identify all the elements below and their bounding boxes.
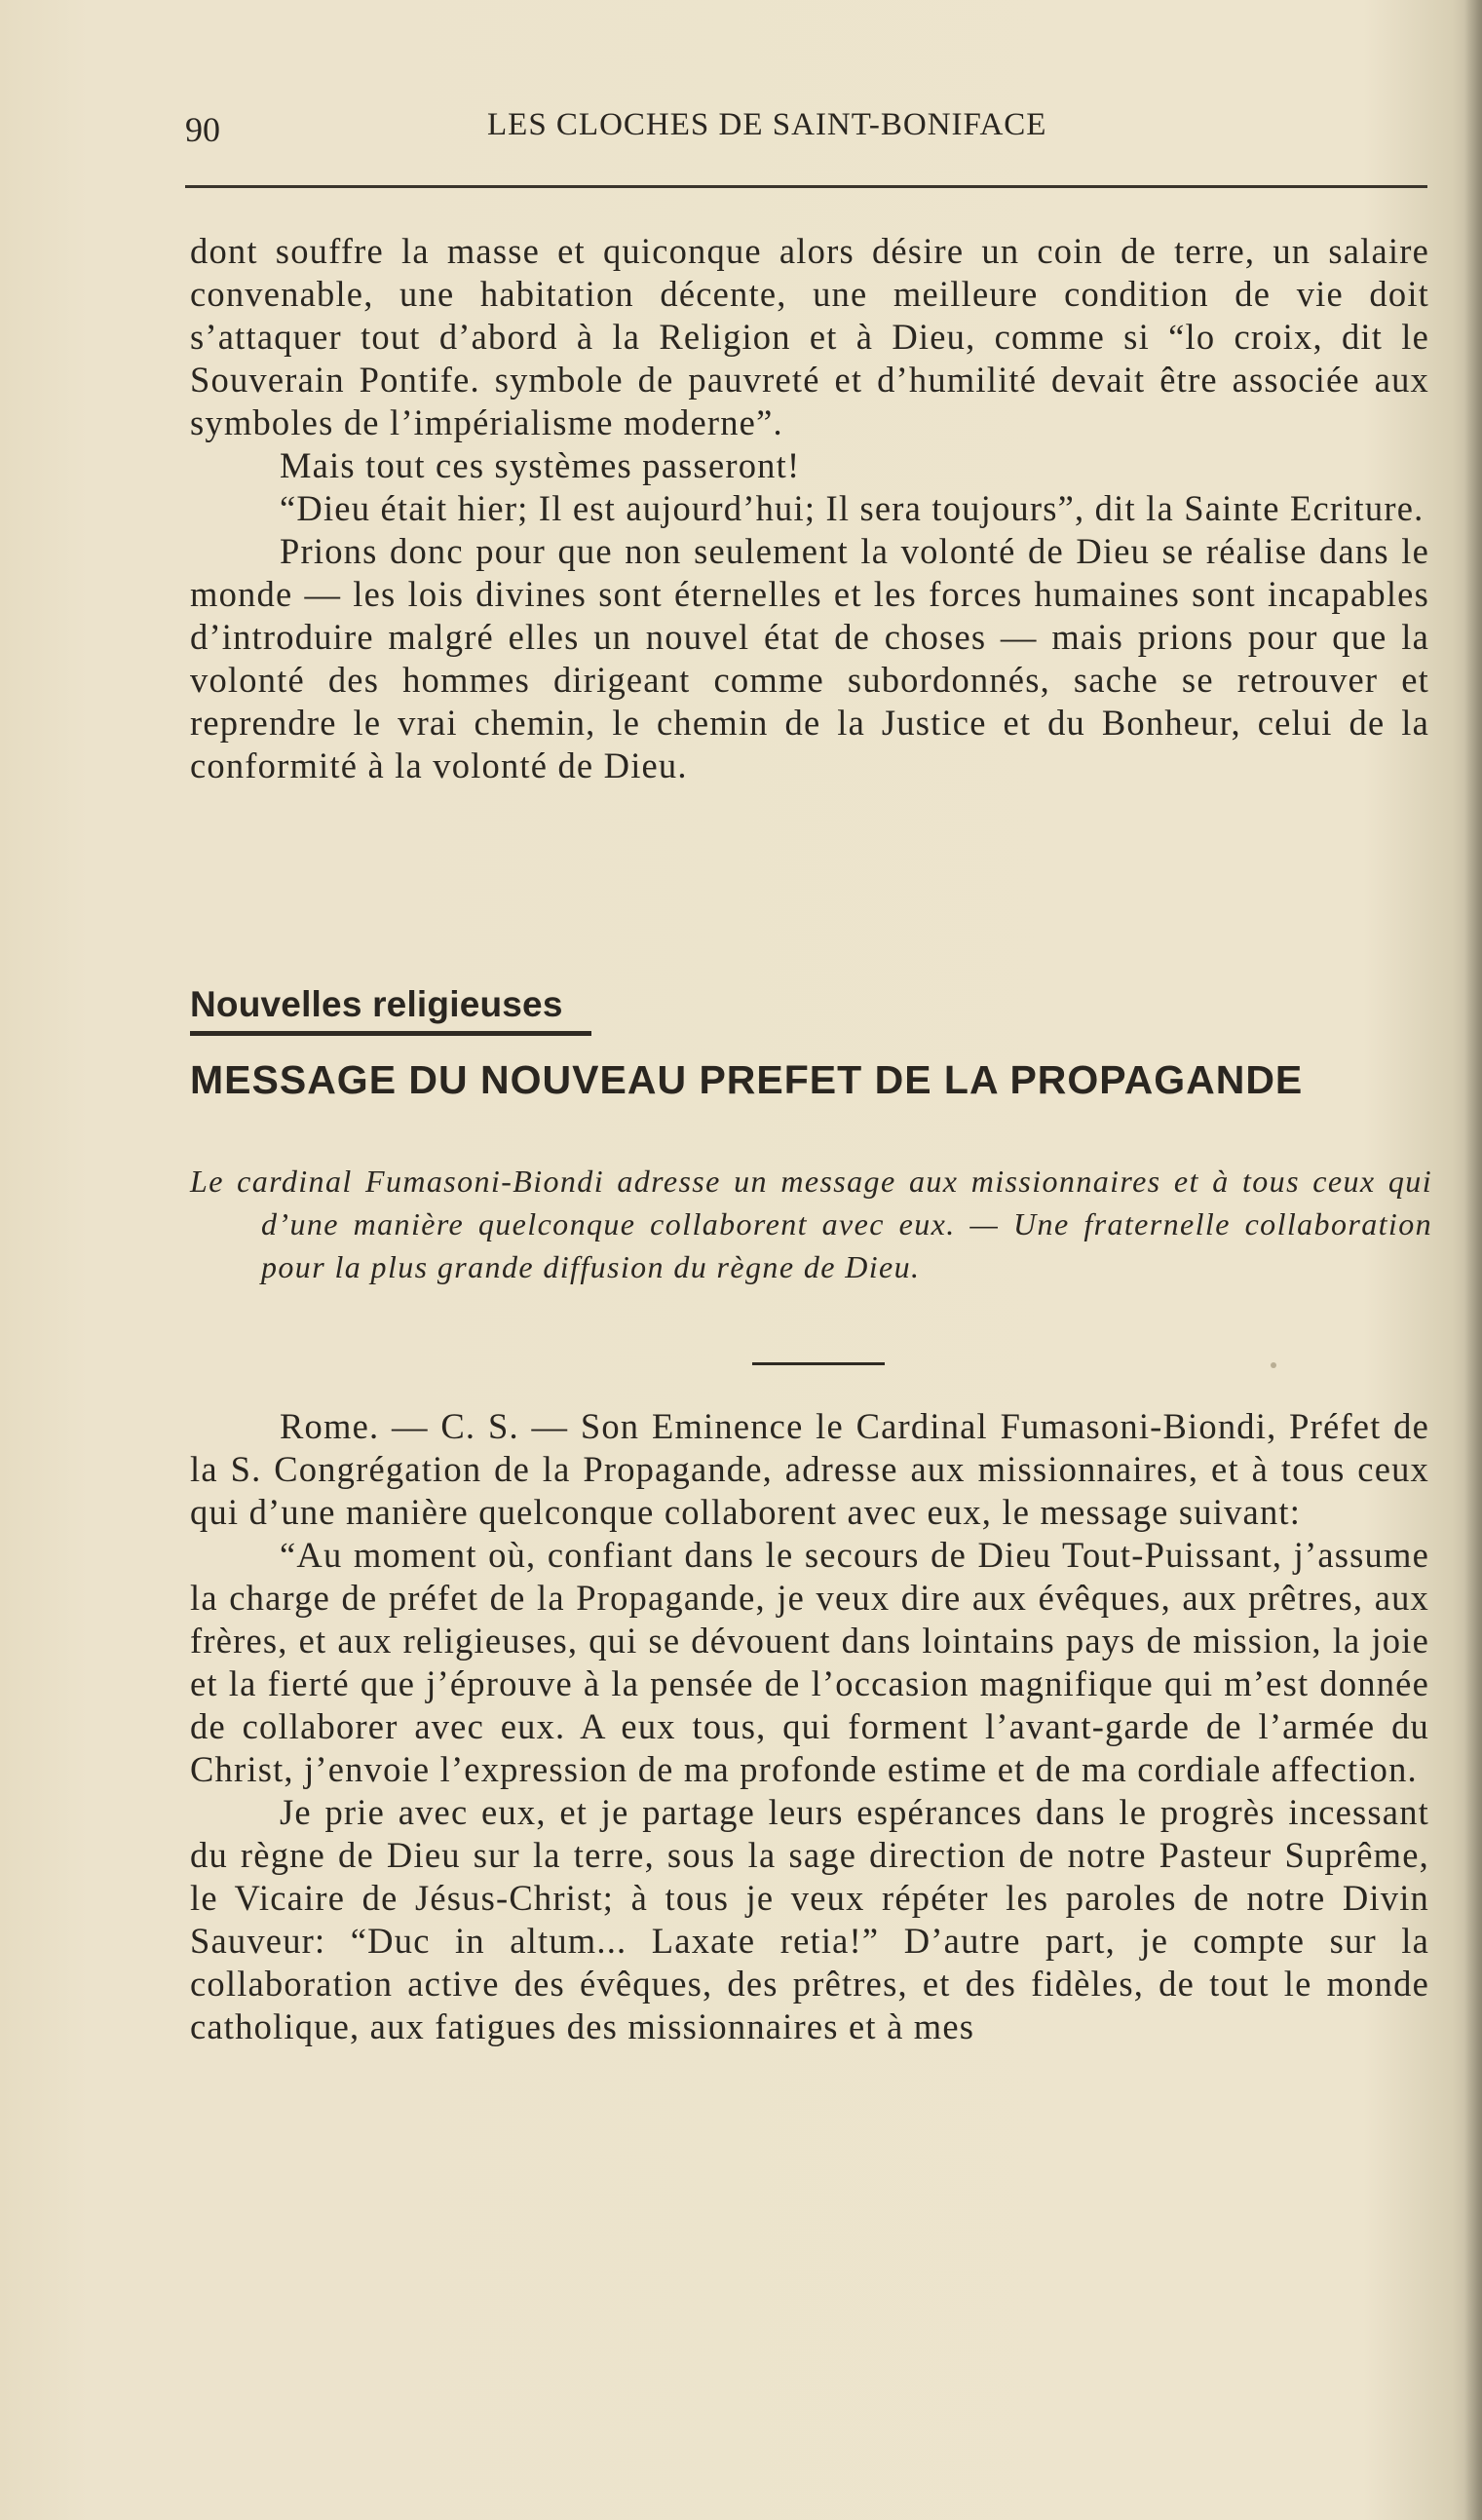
paper-speck	[1271, 1362, 1276, 1368]
paragraph: Prions donc pour que non seulement la volonté de Dieu se réalise dans le monde — les lois divines sont éternelles et les forces humaines sont incapables d’introduire malgré elles un nouvel état de choses — mais prions pour que la volonté des hommes dirigeant comme subordonnés, sache se retrouver et reprendre le vrai chemin, le chemin de la Justice et du Bonheur, celui de la conformité à la volonté de Dieu.	[190, 531, 1429, 785]
section-label: Nouvelles religieuses	[190, 984, 563, 1024]
article-continuation	[190, 230, 1429, 787]
paragraph: Rome. — C. S. — Son Eminence le Cardinal Fumasoni-Biondi, Préfet de la S. Congrégation de la Propagande, adresse aux missionnaires, et à tous ceux qui d’une manière quelconque collaborent avec eux, le message suivant:	[190, 1406, 1429, 1532]
paragraph: “Dieu était hier; Il est aujourd’hui; Il sera toujours”, dit la Sainte Ecriture.	[280, 488, 1425, 528]
separator-rule	[752, 1362, 885, 1365]
page-number: 90	[185, 110, 220, 149]
header-rule	[185, 185, 1427, 188]
paragraph: dont souffre la masse et quiconque alors désire un coin de terre, un salaire convenable, une habitation décente, une meilleure condition de vie doit s’attaquer tout d’abord à la Religion et à Dieu, comme si “lo croix, dit le Souverain Pontife. symbole de pauvreté et d’humilité devait être associée aux symboles de l’impérialisme moderne”.	[190, 231, 1429, 442]
section-label-underline	[190, 1031, 591, 1036]
article-summary: Le cardinal Fumasoni-Biondi adresse un message aux missionnaires et à tous ceux qui d’une manière quelconque collaborent avec eux. — Une fraternelle collaboration pour la plus grande diffusion du règne de Dieu.	[190, 1164, 1432, 1284]
paragraph: “Au moment où, confiant dans le secours de Dieu Tout-Puissant, j’assume la charge de préfet de la Propagande, je veux dire aux évêques, aux prêtres, aux frères, et aux religieuses, qui se dévouent dans lointains pays de mission, la joie et la fierté que j’éprouve à la pensée de l’occasion magnifique qui m’est donnée de collaborer avec eux. A eux tous, qui forment l’avant-garde de l’armée du Christ, j’envoie l’expression de ma profonde estime et de ma cordiale affection.	[190, 1535, 1429, 1789]
paragraph: Mais tout ces systèmes passeront!	[280, 445, 801, 485]
running-head: LES CLOCHES DE SAINT-BONIFACE	[487, 107, 1047, 142]
page-header	[185, 97, 1427, 156]
article-headline: MESSAGE DU NOUVEAU PREFET DE LA PROPAGANDE	[190, 1057, 1304, 1102]
paragraph: Je prie avec eux, et je partage leurs espérances dans le progrès incessant du règne de Dieu sur la terre, sous la sage direction de notre Pasteur Suprême, le Vicaire de Jésus-Christ; à tous je veux répéter les paroles de notre Divin Sauveur: “Duc in altum... Laxate retia!” D’autre part, je compte sur la collaboration active des évêques, des prêtres, et des fidèles, de tout le monde catholique, aux fatigues des missionnaires et à mes	[190, 1792, 1429, 2046]
article-body	[190, 1405, 1429, 2048]
page-edge-shadow	[1464, 0, 1482, 2520]
